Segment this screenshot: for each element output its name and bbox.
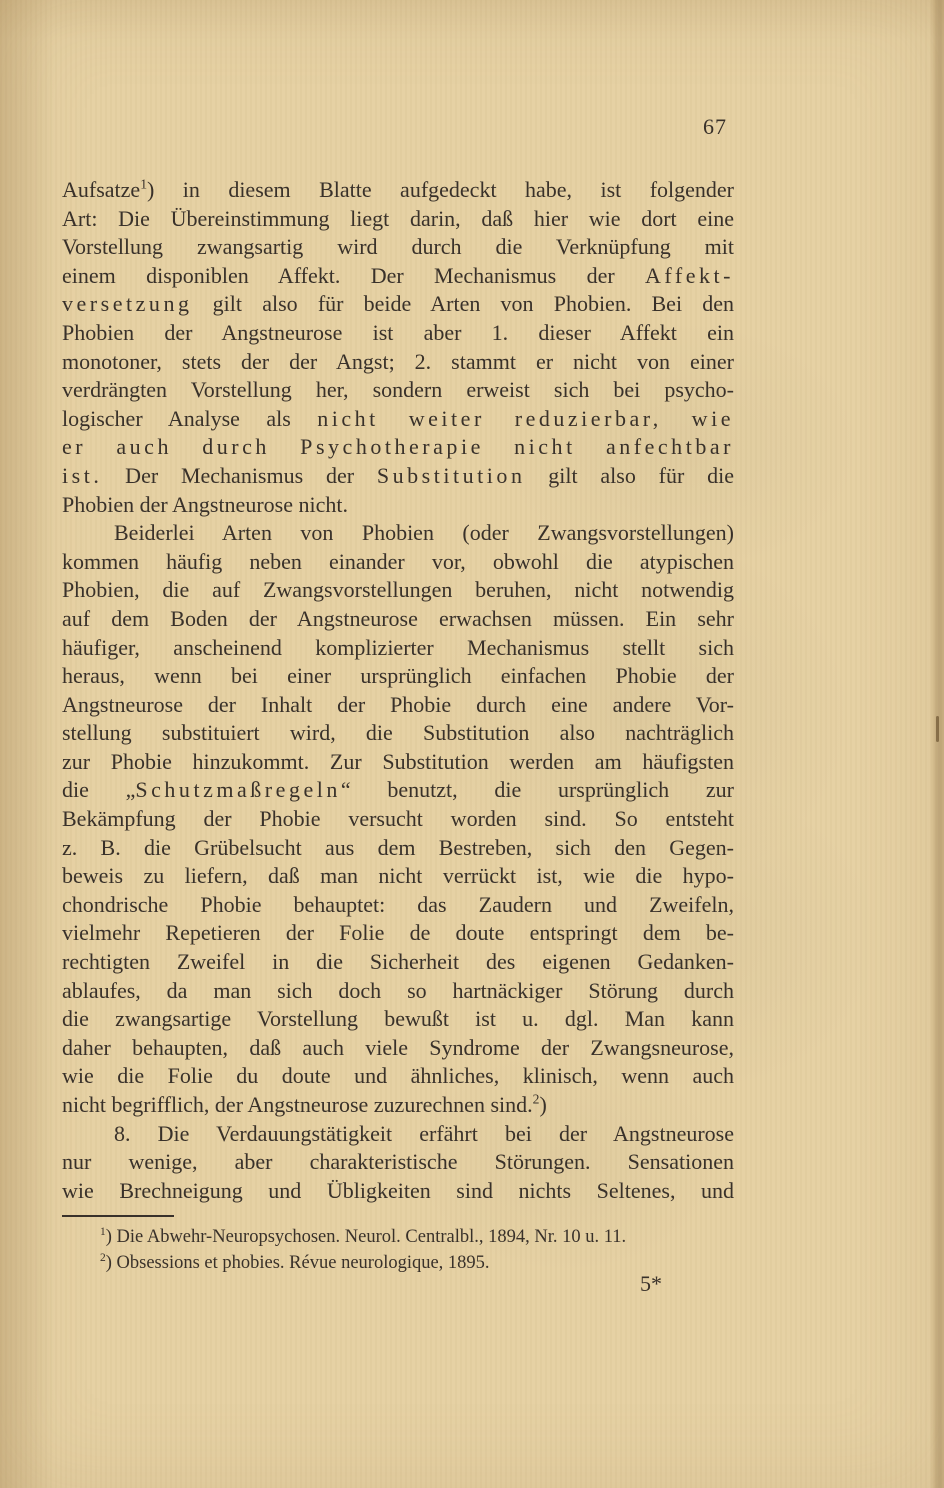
- text-segment: ablaufes, da man sich doch so hartnäckiger Störung durch: [62, 977, 734, 1003]
- text-segment: Der Mechanismus der: [102, 462, 377, 488]
- text-line: [62, 834, 734, 863]
- text-line: [62, 433, 734, 462]
- text-segment: kommen häufig neben einander vor, obwohl die atypischen: [62, 548, 734, 574]
- text-line: [62, 176, 734, 205]
- text-line: [62, 748, 734, 777]
- text-segment: z. B. die Grübelsucht aus dem Bestreben, sich den Gegen-: [62, 834, 734, 860]
- text-line: [62, 977, 734, 1006]
- text-line: [62, 576, 734, 605]
- text-line: [62, 1091, 734, 1120]
- text-line: [62, 691, 734, 720]
- footnotes: [62, 1224, 734, 1276]
- text-line: [62, 376, 734, 405]
- text-segment: auf dem Boden der Angstneurose erwachsen müssen. Ein sehr: [62, 605, 734, 631]
- text-segment: Art: Die Übereinstimmung liegt darin, daß hier wie dort eine: [62, 205, 734, 231]
- text-line: [62, 319, 734, 348]
- text-segment: einem disponiblen Affekt. Der Mechanismus der: [62, 262, 645, 288]
- text-segment: verdrängten Vorstellung her, sondern erweist sich bei psycho-: [62, 377, 734, 403]
- text-segment: 8. Die Verdauungstätigkeit erfährt bei der Angstneurose: [114, 1120, 734, 1146]
- text-line: [62, 1120, 734, 1149]
- text-line: [62, 548, 734, 577]
- text-segment: Phobien der Angstneurose nicht.: [62, 491, 348, 517]
- footnote: [62, 1224, 734, 1250]
- text-line: [62, 805, 734, 834]
- text-line: [62, 1034, 734, 1063]
- text-line: [62, 948, 734, 977]
- text-segment: Vorstellung zwangsartig wird durch die Verknüpfung mit: [62, 234, 734, 260]
- footnote: [62, 1250, 734, 1276]
- text-segment: Schutzmaßregeln: [135, 777, 341, 803]
- text-line: [62, 776, 734, 805]
- text-line: [62, 491, 734, 520]
- text-segment: zur Phobie hinzukommt. Zur Substitution werden am häufigsten: [62, 748, 734, 774]
- text-segment: Bekämpfung der Phobie versucht worden sind. So entsteht: [62, 806, 734, 832]
- footnote-marker: 2: [100, 1251, 106, 1264]
- text-segment: gilt also für beide Arten von Phobien. Bei den: [192, 291, 734, 317]
- text-segment: Phobien der Angstneurose ist aber 1. dieser Affekt ein: [62, 319, 734, 345]
- text-line: [62, 519, 734, 548]
- text-segment: Substitution: [376, 462, 526, 488]
- text-line: [62, 919, 734, 948]
- text-segment: häufiger, anscheinend komplizierter Mechanismus stellt sich: [62, 634, 734, 660]
- text-segment: vielmehr Repetieren der Folie de doute entspringt dem be-: [62, 920, 734, 946]
- text-segment: die zwangsartige Vorstellung bewußt ist u. dgl. Man kann: [62, 1006, 734, 1032]
- text-line: [62, 1148, 734, 1177]
- text-segment: Affekt-: [645, 262, 734, 288]
- body-text: [62, 176, 734, 1205]
- text-line: [62, 233, 734, 262]
- text-segment: daher behaupten, daß auch viele Syndrome der Zwangsneurose,: [62, 1034, 734, 1060]
- text-segment: nicht begrifflich, der Angstneurose zuzurechnen sind.: [62, 1092, 533, 1117]
- footnote-reference: 1: [140, 176, 147, 192]
- text-segment: nicht weiter reduzierbar, wie: [317, 405, 734, 431]
- page-edge-mark: [936, 716, 939, 742]
- text-segment: logischer Analyse als: [62, 405, 318, 431]
- text-segment: monotoner, stets der der Angst; 2. stammt er nicht von einer: [62, 348, 734, 374]
- text-line: [62, 262, 734, 291]
- text-segment: ist.: [62, 462, 103, 488]
- text-segment: beweis zu liefern, daß man nicht verrückt ist, wie die hypo-: [62, 863, 734, 889]
- footnote-text: ) Obsessions et phobies. Révue neurologique, 1895.: [105, 1253, 490, 1273]
- text-segment: chondrische Phobie behauptet: das Zaudern und Zweifeln,: [62, 891, 734, 917]
- footnote-separator: [62, 1215, 174, 1217]
- text-segment: gilt also für die: [525, 462, 734, 488]
- text-segment: die „: [62, 777, 136, 803]
- text-segment: nur wenige, aber charakteristische Störungen. Sensationen: [62, 1149, 734, 1175]
- text-segment: er auch durch Psychotherapie nicht anfechtbar: [62, 434, 734, 460]
- text-segment: wie die Folie du doute und ähnliches, klinisch, wenn auch: [62, 1063, 734, 1089]
- footnote-marker: 1: [100, 1225, 106, 1238]
- footnote-reference: 2: [532, 1091, 540, 1107]
- text-line: [62, 290, 734, 319]
- footnote-text: ) Die Abwehr-Neuropsychosen. Neurol. Centralbl., 1894, Nr. 10 u. 11.: [105, 1227, 627, 1247]
- text-line: [62, 1177, 734, 1206]
- text-segment: “ benutzt, die ursprünglich zur: [340, 777, 734, 803]
- text-line: [62, 862, 734, 891]
- text-line: [62, 719, 734, 748]
- text-line: [62, 605, 734, 634]
- text-line: [62, 205, 734, 234]
- signature-mark: 5*: [640, 1271, 662, 1296]
- text-segment: ): [539, 1092, 547, 1117]
- page-number: 67: [703, 114, 727, 139]
- text-line: [62, 462, 734, 491]
- text-segment: Aufsatze: [62, 177, 141, 202]
- text-segment: versetzung: [62, 291, 193, 317]
- text-segment: wie Brechneigung und Übligkeiten sind nichts Seltenes, und: [62, 1177, 734, 1203]
- text-segment: rechtigten Zweifel in die Sicherheit des eigenen Gedanken-: [62, 949, 734, 975]
- text-segment: ) in diesem Blatte aufgedeckt habe, ist folgender: [147, 177, 734, 202]
- text-segment: Phobien, die auf Zwangsvorstellungen beruhen, nicht notwendig: [62, 577, 734, 603]
- text-segment: Beiderlei Arten von Phobien (oder Zwangsvorstellungen): [114, 520, 734, 546]
- text-line: [62, 1005, 734, 1034]
- text-segment: Angstneurose der Inhalt der Phobie durch eine andere Vor-: [62, 691, 734, 717]
- text-segment: stellung substituiert wird, die Substitution also nachträglich: [62, 720, 734, 746]
- text-line: [62, 348, 734, 377]
- text-line: [62, 405, 734, 434]
- text-line: [62, 1062, 734, 1091]
- text-segment: heraus, wenn bei einer ursprünglich einfachen Phobie der: [62, 663, 734, 689]
- text-line: [62, 662, 734, 691]
- text-line: [62, 634, 734, 663]
- text-line: [62, 891, 734, 920]
